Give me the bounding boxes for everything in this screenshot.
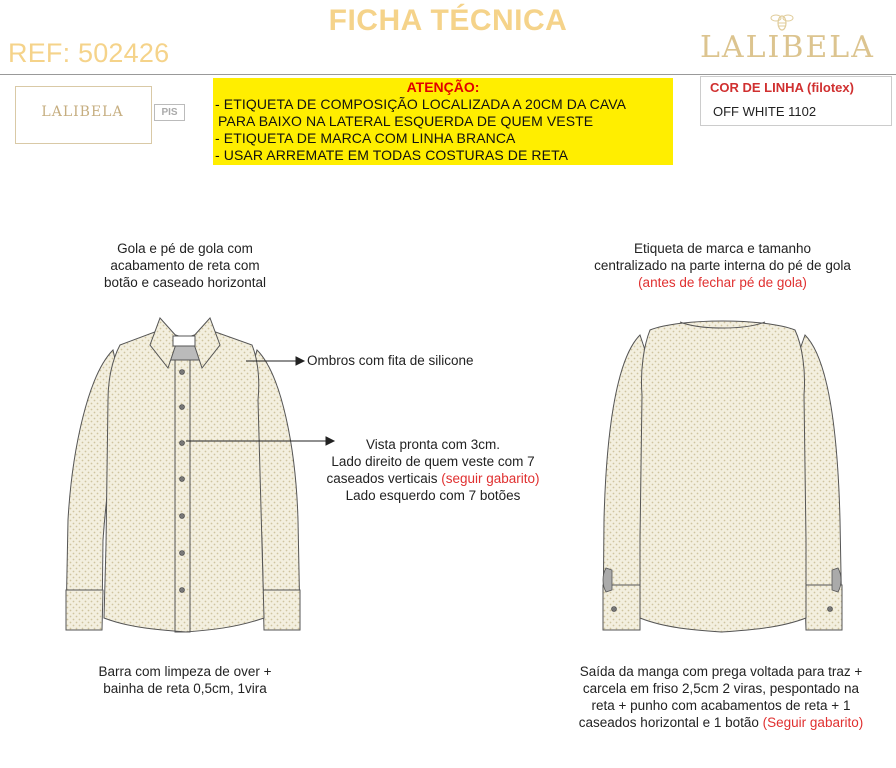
placket-note-red: (seguir gabarito) [441, 471, 540, 486]
back-label-note [560, 240, 885, 291]
sleeve-note-line [550, 714, 892, 731]
back-body [640, 321, 806, 632]
placket-note-line [283, 470, 583, 487]
front-body [104, 330, 264, 632]
back-left-cuff [603, 585, 640, 630]
collar-note-line: acabamento de reta com [110, 258, 260, 273]
front-collar-left [150, 318, 178, 368]
back-label-note-line: centralizado na parte interna do pé de gola [594, 258, 851, 273]
sleeve-note [550, 663, 892, 731]
back-cuff-buttons [612, 607, 833, 612]
back-label-note-red: (antes de fechar pé de gola) [638, 275, 807, 290]
annotation-arrows [186, 357, 334, 445]
reference-code: REF: 502426 [8, 38, 170, 68]
front-collar-stand [160, 330, 210, 360]
button [180, 477, 185, 482]
label-brand-text: LALIBELA [41, 104, 124, 120]
hem-note-line: Barra com limpeza de over + [98, 664, 272, 679]
button [180, 370, 185, 375]
front-collar-right [192, 318, 220, 368]
cuff-placket-left [603, 568, 612, 592]
back-left-sleeve [603, 335, 660, 628]
collar-note-line: Gola e pé de gola com [117, 241, 253, 256]
hem-note-line: bainha de reta 0,5cm, 1vira [103, 681, 267, 696]
back-cuff-plackets [603, 568, 841, 592]
attention-line: - ETIQUETA DE MARCA COM LINHA BRANCA [215, 130, 516, 146]
front-placket [175, 360, 190, 632]
attention-line: PARA BAIXO NA LATERAL ESQUERDA DE QUEM VESTE [218, 113, 594, 129]
front-left-sleeve [66, 350, 124, 622]
sleeve-note-text: caseados horizontal e 1 botão [578, 715, 763, 730]
front-left-cuff [66, 590, 103, 630]
back-right-sleeve [784, 335, 842, 628]
shoulders-note: Ombros com fita de silicone [307, 353, 474, 368]
cuff-placket-right [832, 568, 841, 592]
page-title: FICHA TÉCNICA [328, 4, 568, 37]
header-divider [0, 74, 896, 75]
button [180, 551, 185, 556]
front-right-cuff [263, 590, 300, 630]
pis-tag: PIS [154, 104, 185, 121]
button [180, 441, 185, 446]
placket-note-line: Lado esquerdo com 7 botões [345, 488, 521, 503]
back-label-note-line: Etiqueta de marca e tamanho [633, 241, 812, 256]
collar-note-line: botão e caseado horizontal [103, 275, 267, 290]
placket-note [283, 436, 583, 504]
attention-line: - ETIQUETA DE COMPOSIÇÃO LOCALIZADA A 20CM DA CAVA [215, 96, 627, 112]
sleeve-note-line: carcela em friso 2,5cm 2 viras, pespontado na [582, 681, 860, 696]
button [612, 607, 617, 612]
sleeve-note-red: (Seguir gabarito) [762, 715, 864, 730]
thread-color-title: COR DE LINHA (filotex) [710, 80, 854, 95]
sleeve-note-line: reta + punho com acabamentos de reta + 1 [591, 698, 851, 713]
attention-line: - USAR ARREMATE EM TODAS COSTURAS DE RETA [215, 147, 569, 163]
placket-note-line: Vista pronta com 3cm. [365, 437, 501, 452]
attention-title: ATENÇÃO: [406, 79, 480, 95]
brand-logo: LALIBELA [700, 30, 875, 65]
front-shirt-drawing [66, 318, 300, 632]
back-collar [680, 322, 765, 328]
button [180, 405, 185, 410]
collar-note [60, 240, 310, 291]
hem-note [60, 663, 310, 697]
placket-note-text: caseados verticais [326, 471, 442, 486]
thread-color-value: OFF WHITE 1102 [713, 104, 817, 119]
sleeve-note-line: Saída da manga com prega voltada para traz + [579, 664, 863, 679]
neck-label [173, 336, 195, 346]
back-shirt-drawing [603, 321, 842, 632]
button [828, 607, 833, 612]
placket-note-line: Lado direito de quem veste com 7 [331, 454, 535, 469]
button [180, 588, 185, 593]
back-right-cuff [805, 585, 842, 630]
front-buttons [180, 370, 185, 593]
button [180, 514, 185, 519]
